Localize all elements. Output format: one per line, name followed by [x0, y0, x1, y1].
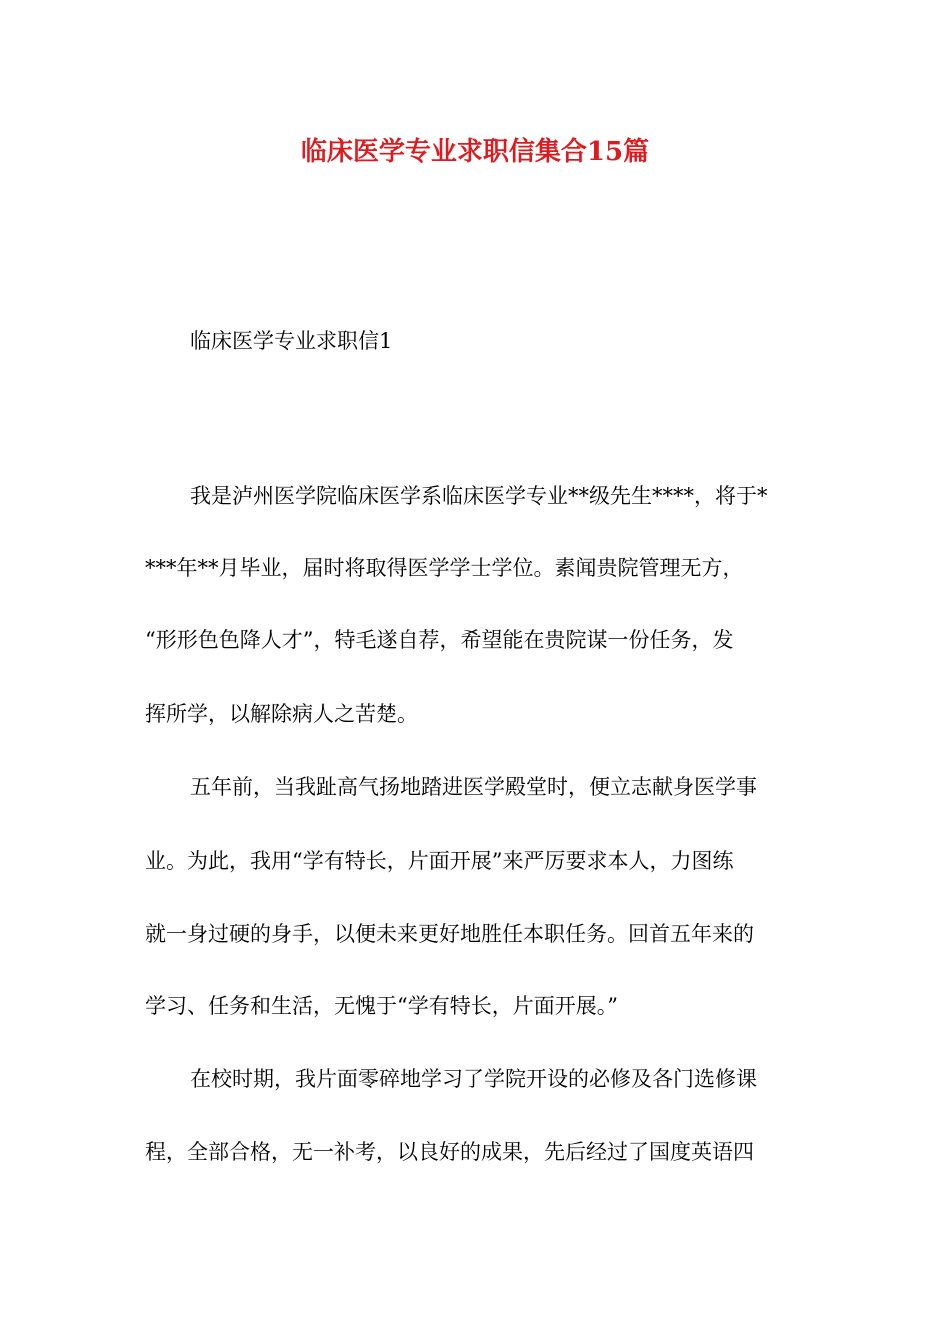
paragraph-line: 挥所学，以解除病人之苦楚。: [145, 702, 418, 726]
paragraph-line: 业。为此，我用“学有特长，片面开展”来严厉要求本人，力图练: [145, 849, 734, 873]
paragraph-line: 在校时期，我片面零碎地学习了学院开设的必修及各门选修课: [190, 1067, 757, 1091]
paragraph-line: 学习、任务和生活，无愧于“学有特长，片面开展。”: [145, 994, 618, 1018]
section-heading: 临床医学专业求职信1: [190, 329, 393, 353]
document-title: 临床医学专业求职信集合15篇: [300, 137, 650, 167]
paragraph-line: 程，全部合格，无一补考，以良好的成果，先后经过了国度英语四: [145, 1140, 754, 1164]
paragraph-line: 五年前，当我趾高气扬地踏进医学殿堂时，便立志献身医学事: [190, 775, 757, 799]
paragraph-line: ***年**月毕业，届时将取得医学学士学位。素闻贵院管理无方，: [145, 556, 744, 580]
paragraph-line: 我是泸州医学院临床医学系临床医学专业**级先生****，将于*: [190, 484, 768, 508]
paragraph-line: 就一身过硬的身手，以便未来更好地胜任本职任务。回首五年来的: [145, 922, 754, 946]
paragraph-line: “形形色色降人才”，特毛遂自荐，希望能在贵院谋一份任务，发: [145, 628, 734, 652]
